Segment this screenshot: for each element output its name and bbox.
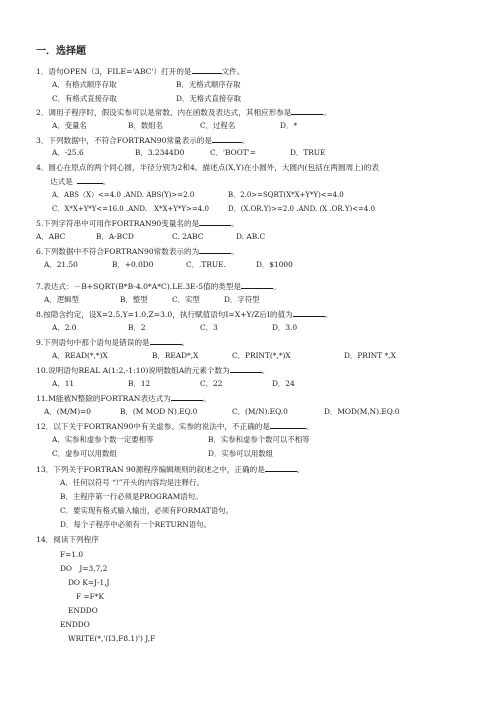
option: A．有格式顺序存取 bbox=[52, 80, 117, 89]
option: C．X*X+Y*Y<=16.0 .AND. X*X+Y*Y>=4.0 bbox=[52, 205, 209, 213]
option: B．主程序第一行必须是PROGRAM语句。 bbox=[60, 492, 203, 501]
question-14-stem: 14．阅读下列程序 bbox=[36, 535, 99, 544]
option: B．A-BCD bbox=[96, 232, 134, 241]
code-line: ENDDO bbox=[60, 620, 90, 629]
option: A．ABC bbox=[36, 232, 66, 241]
option: C．3 bbox=[200, 323, 218, 332]
option: D. AB.C bbox=[236, 232, 266, 241]
answer-blank bbox=[192, 66, 222, 74]
option: A．READ(*,*)X bbox=[52, 351, 108, 360]
option: A．逻辑型 bbox=[44, 295, 79, 304]
question-4-stem: 4．圆心在原点的两个同心圆，半径分别为2和4。描述点(X,Y)在小圆外，大圆内(包括在两圆周上)的表 bbox=[36, 163, 379, 172]
question-9-stem: 9.下列语句中那个语句是错误的是 。 bbox=[36, 338, 190, 347]
option: D．TRUE bbox=[290, 148, 326, 157]
question-7-stem: 7.表达式：－B+SQRT(B*B-4.0*A*C).LE.3E-5值的类型是 。 bbox=[36, 282, 281, 291]
option: C．虚参可以用数组 bbox=[52, 449, 117, 458]
option: D．(X.OR.Y)>=2.0 .AND. (X .OR.Y)<=4.0 bbox=[228, 205, 376, 213]
option: B．整型 bbox=[120, 295, 148, 304]
answer-blank bbox=[291, 107, 323, 115]
option: C．过程名 bbox=[200, 121, 236, 130]
answer-blank bbox=[77, 176, 103, 184]
answer-blank bbox=[293, 309, 325, 317]
code-line: ENDDO bbox=[68, 606, 98, 615]
option: A．任何以符号 “!”开头的内容均是注释行。 bbox=[60, 478, 204, 487]
option: D．24 bbox=[272, 379, 295, 388]
answer-blank bbox=[230, 365, 262, 373]
answer-blank bbox=[199, 246, 231, 254]
option: A．-25.6 bbox=[52, 148, 84, 157]
option: C．22 bbox=[200, 379, 223, 388]
answer-blank bbox=[199, 218, 231, 226]
option: D．实参可以用数组 bbox=[208, 449, 274, 458]
question-5-stem: 5.下列字符串中可用作FORTRAN90变量名的是 。 bbox=[36, 219, 239, 228]
code-line: WRITE(*,'(I3,F8.1)') J,F bbox=[68, 634, 156, 643]
question-2-stem: 2．调用子程序时，假设实参可以是常数、内在函数及表达式，其相应形参是 。 bbox=[36, 108, 332, 117]
answer-blank bbox=[171, 393, 203, 401]
option: A．变量名 bbox=[52, 121, 87, 130]
option: C．PRINT(*,*)X bbox=[232, 351, 291, 360]
option: D．3.0 bbox=[272, 323, 298, 332]
option: A．(M/M)=0 bbox=[44, 407, 92, 416]
code-line: DO J=3,7,2 bbox=[60, 564, 108, 573]
option: B．2.0>=SQRT(X*X+Y*Y)<=4.0 bbox=[228, 191, 344, 199]
option: B．(M MOD N).EQ.0 bbox=[120, 407, 198, 416]
answer-blank bbox=[241, 281, 273, 289]
option: C. 2ABC bbox=[172, 232, 204, 241]
option: B．12 bbox=[128, 379, 151, 388]
question-11-stem: 11.M能被N整除的FORTRAN表达式为 。 bbox=[36, 394, 211, 403]
option: A．ABS（X）<=4.0 .AND. ABS(Y)>=2.0 bbox=[52, 191, 195, 199]
question-3-stem: 3．下列数据中，不符合FORTRAN90常量表示的是 。 bbox=[36, 136, 250, 145]
option: C．'BOOT'= bbox=[210, 148, 256, 157]
option: C．(M/N).EQ.0 bbox=[232, 407, 288, 416]
option: D．* bbox=[280, 121, 298, 130]
question-4-stem-cont: 达式是 。 bbox=[50, 177, 111, 186]
option: B．READ*,X bbox=[152, 351, 199, 360]
code-line: DO K=J-1,J bbox=[68, 578, 110, 587]
option: B．无格式顺序存取 bbox=[176, 80, 241, 89]
option: D．无格式直接存取 bbox=[176, 94, 242, 103]
option: C．有格式直接存取 bbox=[52, 94, 117, 103]
option: A．21.50 bbox=[44, 260, 78, 269]
code-line: F =F*K bbox=[76, 592, 105, 601]
option: B．数组名 bbox=[128, 121, 163, 130]
question-1-stem: 1．语句OPEN（3，FILE='ABC'）打开的是 文件。 bbox=[36, 67, 245, 76]
option: A．11 bbox=[52, 379, 75, 388]
option: D．MOD(M,N).EQ.0 bbox=[324, 407, 400, 416]
option: D．字符型 bbox=[224, 295, 260, 304]
question-12-stem: 12．以下关于FORTRAN90中有关虚参、实参的说法中，不正确的是 。 bbox=[36, 422, 314, 431]
question-10-stem: 10.说明语句REAL A(1:2,-1:10)说明数组A的元素个数为 。 bbox=[36, 366, 270, 375]
option: D．PRINT *,X bbox=[344, 351, 396, 360]
question-8-stem: 8.按隐含约定，设X=2.5,Y=1.0,Z=3.0，执行赋值语句I=X+Y/Z后I的值为 。 bbox=[36, 310, 333, 319]
option: B．+0.0D0 bbox=[112, 260, 154, 269]
option: B．3.2344D0 bbox=[135, 148, 185, 157]
option: D．每个子程序中必须有一个RETURN语句。 bbox=[60, 520, 211, 529]
answer-blank bbox=[212, 135, 242, 143]
option: C．.TRUE. bbox=[186, 260, 226, 269]
section-title: 一．选择题 bbox=[36, 46, 86, 57]
question-13-stem: 13．下列关于FORTRAN 90源程序编辑规则的叙述之中，正确的是 。 bbox=[36, 465, 305, 474]
option: A．实参和虚参个数一定要相等 bbox=[52, 435, 154, 444]
option: C．要实现有格式输入输出，必须有FORMAT语句。 bbox=[60, 506, 233, 515]
option: D．$1000 bbox=[256, 260, 293, 269]
code-line: F=1.0 bbox=[60, 550, 84, 559]
option: C．实型 bbox=[172, 295, 200, 304]
answer-blank bbox=[150, 337, 182, 345]
option: B．2 bbox=[128, 323, 146, 332]
answer-blank bbox=[265, 464, 297, 472]
option: B．实参和虚参个数可以不相等 bbox=[208, 435, 310, 444]
answer-blank bbox=[270, 421, 306, 429]
option: A．2.0 bbox=[52, 323, 77, 332]
question-6-stem: 6.下列数据中不符合FORTRAN90常数表示的为 。 bbox=[36, 247, 239, 256]
